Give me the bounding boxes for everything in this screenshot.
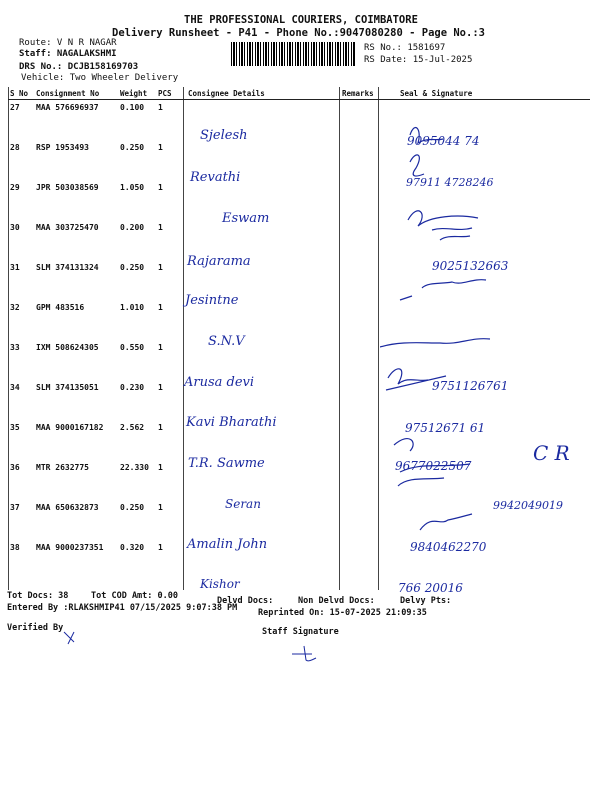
- weight: 0.250: [120, 263, 145, 272]
- barcode-image: [231, 42, 355, 66]
- sno: 33: [10, 343, 20, 352]
- col-consignment: Consignment No: [34, 87, 118, 100]
- consignment-no: MAA 303725470: [36, 223, 99, 232]
- sno: 35: [10, 423, 20, 432]
- consignment-no: MAA 650632873: [36, 503, 99, 512]
- verified-by: Verified By: [7, 623, 64, 633]
- signature-mark: [400, 280, 486, 300]
- col-remarks: Remarks: [340, 87, 380, 100]
- company-title: THE PROFESSIONAL COURIERS, COIMBATORE: [184, 14, 418, 26]
- signature-mark: [398, 478, 444, 486]
- weight: 0.100: [120, 103, 145, 112]
- sno: 34: [10, 383, 20, 392]
- sno: 37: [10, 503, 20, 512]
- pcs: 1: [158, 223, 163, 232]
- pcs: 1: [158, 103, 163, 112]
- handwritten-name: Sjelesh: [200, 128, 248, 143]
- total-docs: Tot Docs: 38: [7, 591, 69, 601]
- handwritten-phone: 9942049019: [493, 499, 563, 512]
- signature-mark: [420, 514, 472, 530]
- handwritten-name: Rajarama: [187, 254, 251, 269]
- pcs: 1: [158, 143, 163, 152]
- consignment-no: RSP 1953493: [36, 143, 89, 152]
- signature-mark: [408, 211, 478, 226]
- consignment-no: MAA 576696937: [36, 103, 99, 112]
- handwritten-phone: 9025132663: [432, 259, 509, 273]
- pcs: 1: [158, 383, 163, 392]
- staff-signature-mark: [290, 644, 330, 664]
- col-signature: Seal & Signature: [380, 87, 590, 100]
- col-sno: S No: [8, 87, 34, 100]
- handwritten-name: Kavi Bharathi: [186, 415, 277, 430]
- weight: 0.250: [120, 143, 145, 152]
- handwritten-phone: 9840462270: [410, 540, 487, 554]
- rs-number: RS No.: 1581697: [364, 43, 446, 53]
- pcs: 1: [158, 463, 163, 472]
- signature-mark: [394, 439, 470, 472]
- col-consignee: Consignee Details: [186, 87, 340, 100]
- consignment-no: GPM 483516: [36, 303, 85, 312]
- handwritten-phone: 97512671 61: [405, 421, 486, 435]
- signature-mark: [410, 155, 424, 176]
- handwritten-name: Jesintne: [185, 293, 239, 308]
- consignment-no: SLM 374131324: [36, 263, 99, 272]
- pcs: 1: [158, 303, 163, 312]
- consignment-no: MAA 9000237351: [36, 543, 104, 552]
- staff-label: Staff: NAGALAKSHMI: [19, 49, 117, 59]
- handwritten-name: S.N.V: [208, 334, 245, 349]
- weight: 0.230: [120, 383, 145, 392]
- consignment-no: SLM 374135051: [36, 383, 99, 392]
- col-pcs: PCS: [156, 87, 186, 100]
- delivered-docs: Delvd Docs:: [217, 596, 274, 606]
- weight: 0.200: [120, 223, 145, 232]
- pcs: 1: [158, 183, 163, 192]
- handwritten-phone: 766 20016: [398, 581, 463, 595]
- weight: 0.250: [120, 503, 145, 512]
- sno: 32: [10, 303, 20, 312]
- pcs: 1: [158, 263, 163, 272]
- entered-by: Entered By :RLAKSHMIP41 07/15/2025 9:07:38 PM: [7, 603, 238, 613]
- handwritten-name: Revathi: [190, 170, 241, 185]
- handwritten-mark: C R: [533, 441, 570, 465]
- sno: 30: [10, 223, 20, 232]
- non-delivered-docs: Non Delvd Docs:: [298, 596, 375, 606]
- handwritten-name: Amalin John: [187, 537, 268, 552]
- runsheet-subtitle: Delivery Runsheet - P41 - Phone No.:9047080280 - Page No.:3: [112, 27, 485, 39]
- sno: 29: [10, 183, 20, 192]
- pcs: 1: [158, 343, 163, 352]
- signature-mark: [380, 339, 490, 347]
- consignment-no: IXM 508624305: [36, 343, 99, 352]
- handwritten-name: Arusa devi: [184, 375, 255, 390]
- rs-date: RS Date: 15-Jul-2025: [364, 55, 473, 65]
- signature-mark: [386, 369, 446, 390]
- total-cod: Tot COD Amt: 0.00: [91, 591, 178, 601]
- consignment-no: MTR 2632775: [36, 463, 89, 472]
- vehicle-label: Vehicle: Two Wheeler Delivery: [21, 73, 179, 83]
- handwritten-name: Eswam: [222, 211, 270, 226]
- weight: 1.050: [120, 183, 145, 192]
- table-header-row: [8, 87, 590, 100]
- reprinted-on: Reprinted On: 15-07-2025 21:09:35: [258, 608, 427, 618]
- handwritten-name: Seran: [225, 497, 261, 511]
- verifier-mark: [60, 628, 80, 648]
- weight: 0.320: [120, 543, 145, 552]
- sno: 38: [10, 543, 20, 552]
- signature-mark: [410, 127, 443, 143]
- pcs: 1: [158, 423, 163, 432]
- signature-scribbles: [380, 110, 590, 600]
- weight: 2.562: [120, 423, 145, 432]
- col-weight: Weight: [118, 87, 156, 100]
- drs-number: DRS No.: DCJB158169703: [19, 62, 139, 72]
- sno: 31: [10, 263, 20, 272]
- staff-signature-label: Staff Signature: [262, 627, 339, 637]
- handwritten-name: T.R. Sawme: [188, 456, 265, 471]
- handwritten-phone: 97911 4728246: [406, 176, 494, 189]
- signature-mark: [432, 228, 472, 240]
- consignment-no: JPR 503038569: [36, 183, 99, 192]
- weight: 0.550: [120, 343, 145, 352]
- handwritten-name: Kishor: [200, 577, 240, 591]
- handwritten-phone: 9751126761: [432, 379, 509, 393]
- handwritten-phone: 9677022507: [395, 459, 472, 473]
- sno: 36: [10, 463, 20, 472]
- delivery-points: Delvy Pts:: [400, 596, 452, 606]
- sno: 27: [10, 103, 20, 112]
- handwritten-phone: 9095044 74: [407, 134, 480, 148]
- pcs: 1: [158, 503, 163, 512]
- weight: 1.010: [120, 303, 145, 312]
- route-label: Route: V N R NAGAR: [19, 38, 117, 48]
- weight: 22.330: [120, 463, 149, 472]
- sno: 28: [10, 143, 20, 152]
- consignment-no: MAA 9000167182: [36, 423, 104, 432]
- pcs: 1: [158, 543, 163, 552]
